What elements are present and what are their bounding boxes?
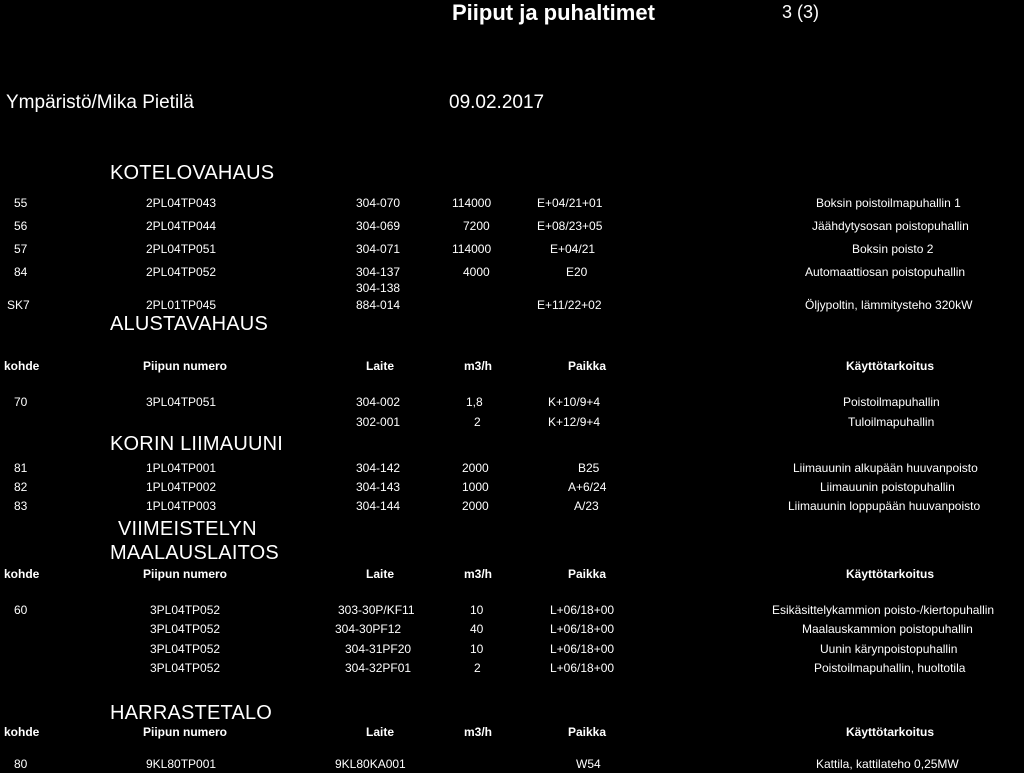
cell-paikka: E+11/22+02 (537, 298, 602, 312)
section-maalauslaitos: MAALAUSLAITOS (110, 542, 279, 564)
cell-num: 1PL04TP002 (146, 480, 217, 494)
date: 09.02.2017 (449, 92, 545, 113)
author: Ympäristö/Mika Pietilä (6, 92, 194, 113)
cell-m3h: 1,8 (466, 395, 483, 409)
header-paikka: Paikka (568, 725, 607, 739)
section-harrastetalo: HARRASTETALO (110, 702, 273, 724)
cell-laite: 304-142 (356, 461, 401, 475)
cell-kaytto: Liimauunin poistopuhallin (820, 480, 955, 494)
header-m3h: m3/h (464, 359, 493, 373)
cell-paikka: W54 (576, 757, 601, 771)
cell-laite: 304-071 (356, 242, 401, 256)
cell-kohde: 57 (14, 242, 28, 256)
table-row (0, 196, 1024, 212)
cell-paikka: L+06/18+00 (550, 661, 615, 675)
cell-num: 3PL04TP052 (150, 661, 221, 675)
cell-kaytto: Liimauunin loppupään huuvanpoisto (788, 499, 981, 513)
cell-kohde: 81 (14, 461, 28, 475)
cell-paikka: E+04/21+01 (537, 196, 603, 210)
cell-kohde: 55 (14, 196, 28, 210)
cell-paikka: A+6/24 (568, 480, 607, 494)
table-row (0, 395, 1024, 411)
header-kaytto: Käyttötarkoitus (846, 359, 935, 373)
table-row (0, 661, 1024, 677)
cell-num: 2PL04TP043 (146, 196, 217, 210)
header-num: Piipun numero (143, 567, 227, 581)
table-row (0, 298, 1024, 314)
section-viimeistelyn: VIIMEISTELYN (118, 518, 257, 540)
cell-m3h: 114000 (452, 242, 492, 256)
cell-laite: 304-137 (356, 265, 401, 279)
cell-kohde: 60 (14, 603, 28, 617)
cell-kaytto: Liimauunin alkupään huuvanpoisto (793, 461, 978, 475)
header-kohde: kohde (4, 567, 40, 581)
cell-kaytto: Öljypoltin, lämmitysteho 320kW (805, 298, 973, 312)
cell-paikka: A/23 (574, 499, 599, 513)
cell-kaytto: Esikäsittelykammion poisto-/kiertopuhallin (772, 603, 995, 617)
header-kohde: kohde (4, 359, 40, 373)
header-laite: Laite (366, 567, 395, 581)
cell-num: 9KL80TP001 (146, 757, 217, 771)
cell-num: 2PL04TP044 (146, 219, 217, 233)
cell-m3h: 114000 (452, 196, 492, 210)
cell-m3h: 2 (474, 661, 481, 675)
cell-m3h: 4000 (463, 265, 490, 279)
header-kaytto: Käyttötarkoitus (846, 725, 935, 739)
cell-kohde: 70 (14, 395, 28, 409)
cell-num: 2PL04TP051 (146, 242, 217, 256)
cell-paikka: E+04/21 (550, 242, 596, 256)
cell-laite: 303-30P/KF11 (338, 603, 415, 617)
cell-paikka: K+10/9+4 (548, 395, 601, 409)
cell-kohde: 80 (14, 757, 28, 771)
cell-laite: 304-069 (356, 219, 401, 233)
header-num: Piipun numero (143, 359, 227, 373)
column-header-row (0, 725, 1024, 741)
cell-laite: 304-30PF12 (335, 622, 402, 636)
cell-m3h: 10 (470, 603, 484, 617)
cell-paikka: L+06/18+00 (550, 642, 615, 656)
cell-laite: 304-32PF01 (345, 661, 412, 675)
header-laite: Laite (366, 359, 395, 373)
cell-m3h: 1000 (462, 480, 489, 494)
table-row (0, 480, 1024, 496)
cell-kaytto: Poistoilmapuhallin (843, 395, 940, 409)
cell-kohde: 83 (14, 499, 28, 513)
table-row (0, 461, 1024, 477)
table-row (0, 242, 1024, 258)
cell-laite: 304-31PF20 (345, 642, 412, 656)
cell-kaytto: Tuloilmapuhallin (848, 415, 935, 429)
header-m3h: m3/h (464, 725, 493, 739)
cell-kaytto: Kattila, kattilateho 0,25MW (816, 757, 959, 771)
cell-laite: 304-070 (356, 196, 401, 210)
cell-kohde: SK7 (7, 298, 30, 312)
cell-kaytto: Poistoilmapuhallin, huoltotila (814, 661, 966, 675)
cell-num: 1PL04TP001 (146, 461, 217, 475)
cell-paikka: K+12/9+4 (548, 415, 601, 429)
cell-num: 3PL04TP052 (150, 642, 221, 656)
table-row (0, 265, 1024, 281)
cell-num: 1PL04TP003 (146, 499, 217, 513)
header-num: Piipun numero (143, 725, 227, 739)
cell-laite: 304-143 (356, 480, 401, 494)
section-korin-liimauuni: KORIN LIIMAUUNI (110, 433, 284, 455)
cell-num: 2PL04TP052 (146, 265, 217, 279)
cell-num: 3PL04TP052 (150, 603, 221, 617)
column-header-row (0, 359, 1024, 375)
header-kaytto: Käyttötarkoitus (846, 567, 935, 581)
header-paikka: Paikka (568, 567, 607, 581)
cell-laite: 884-014 (356, 298, 401, 312)
cell-paikka: B25 (578, 461, 600, 475)
cell-m3h: 40 (470, 622, 484, 636)
cell-m3h: 2000 (462, 499, 489, 513)
cell-paikka: L+06/18+00 (550, 622, 615, 636)
header-m3h: m3/h (464, 567, 493, 581)
cell-kaytto: Boksin poisto 2 (852, 242, 934, 256)
cell-laite: 304-002 (356, 395, 401, 409)
cell-laite: 304-138 (356, 281, 401, 295)
cell-laite: 9KL80KA001 (335, 757, 406, 771)
table-row (0, 757, 1024, 773)
cell-kaytto: Jäähdytysosan poistopuhallin (812, 219, 969, 233)
table-row (0, 415, 1024, 431)
document-title: Piiput ja puhaltimet (452, 0, 655, 25)
table-row (0, 499, 1024, 515)
cell-kaytto: Boksin poistoilmapuhallin 1 (816, 196, 961, 210)
section-kotelovahaus: KOTELOVAHAUS (110, 162, 275, 184)
table-row (0, 603, 1024, 619)
header-kohde: kohde (4, 725, 40, 739)
cell-laite: 304-144 (356, 499, 401, 513)
table-row (0, 622, 1024, 638)
cell-num: 3PL04TP052 (150, 622, 221, 636)
column-header-row (0, 567, 1024, 583)
cell-kaytto: Automaattiosan poistopuhallin (805, 265, 966, 279)
table-row (0, 219, 1024, 235)
cell-kohde: 84 (14, 265, 28, 279)
cell-num: 2PL01TP045 (146, 298, 217, 312)
cell-paikka: L+06/18+00 (550, 603, 615, 617)
cell-m3h: 2000 (462, 461, 489, 475)
header-laite: Laite (366, 725, 395, 739)
cell-m3h: 7200 (463, 219, 490, 233)
header-paikka: Paikka (568, 359, 607, 373)
cell-kohde: 56 (14, 219, 28, 233)
cell-m3h: 2 (474, 415, 481, 429)
cell-kohde: 82 (14, 480, 28, 494)
cell-m3h: 10 (470, 642, 484, 656)
cell-paikka: E+08/23+05 (537, 219, 603, 233)
table-row (0, 281, 1024, 297)
table-row (0, 642, 1024, 658)
cell-kaytto: Maalauskammion poistopuhallin (802, 622, 973, 636)
cell-kaytto: Uunin kärynpoistopuhallin (820, 642, 958, 656)
cell-laite: 302-001 (356, 415, 401, 429)
page-number: 3 (3) (782, 2, 820, 22)
section-alustavahaus: ALUSTAVAHAUS (110, 313, 268, 335)
cell-paikka: E20 (566, 265, 588, 279)
cell-num: 3PL04TP051 (146, 395, 217, 409)
